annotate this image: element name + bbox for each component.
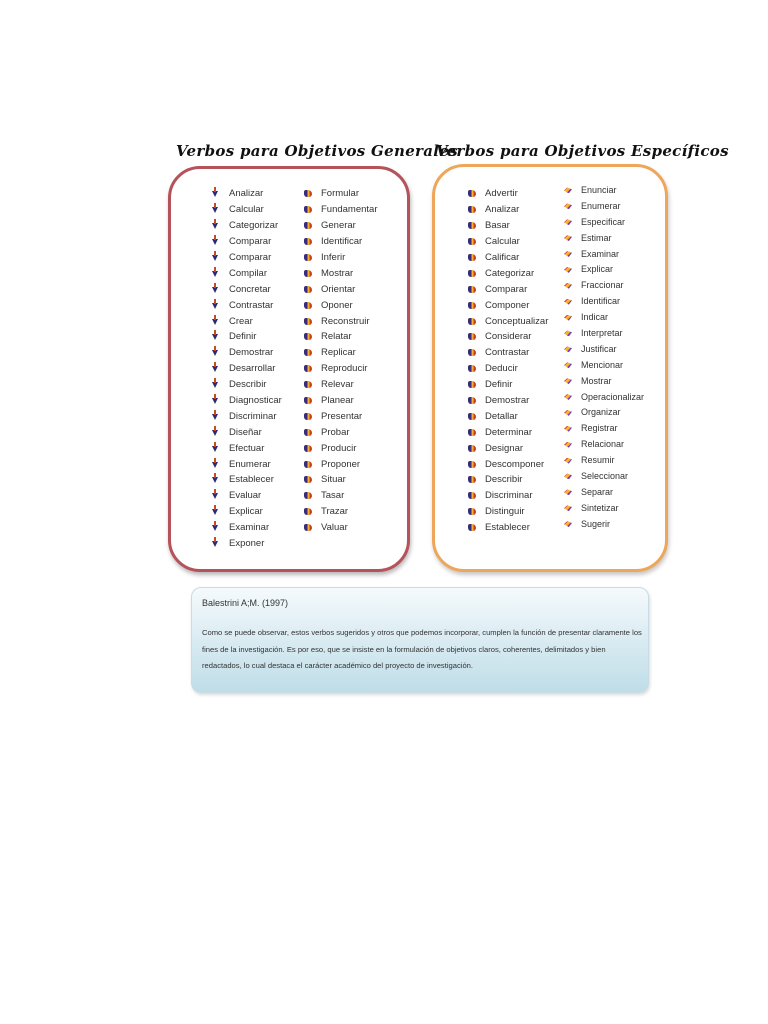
verb-item [304, 329, 378, 345]
verb-label: Distinguir [485, 506, 525, 518]
verb-label: Planear [321, 395, 354, 407]
verb-label: Comparar [485, 283, 528, 295]
verb-item [212, 393, 282, 409]
verb-item [564, 198, 644, 214]
verb-item [212, 329, 282, 345]
down-arrow-icon [212, 539, 220, 548]
verb-label: Inferir [321, 252, 346, 263]
verb-label: Situar [321, 474, 346, 486]
pointing-hand-icon [468, 523, 476, 532]
verb-item [212, 408, 282, 424]
verb-label: Demostrar [485, 395, 530, 407]
pointing-hand-icon [304, 221, 312, 230]
pointing-hand-icon [468, 364, 476, 373]
down-arrow-icon [212, 364, 220, 373]
pointing-hand-icon [468, 444, 476, 453]
star-burst-icon [564, 456, 572, 465]
star-burst-icon [564, 487, 572, 496]
star-burst-icon [564, 201, 572, 210]
verb-item [212, 424, 282, 440]
verb-label: Sugerir [581, 518, 611, 529]
verb-item [564, 389, 644, 405]
star-burst-icon [564, 313, 572, 322]
pointing-hand-icon [468, 380, 476, 389]
verb-label: Evaluar [229, 490, 262, 502]
down-arrow-icon [212, 396, 220, 405]
verb-item [564, 309, 644, 325]
verb-label: Organizar [581, 407, 621, 418]
verb-label: Detallar [485, 410, 518, 422]
verb-label: Tasar [321, 490, 345, 502]
pointing-hand-icon [468, 301, 476, 310]
down-arrow-icon [212, 460, 220, 469]
star-burst-icon [564, 376, 572, 385]
verb-item [564, 214, 644, 230]
pointing-hand-icon [304, 523, 312, 532]
down-arrow-icon [212, 285, 220, 294]
verb-item [468, 504, 548, 520]
verb-item [564, 468, 644, 484]
verb-label: Categorizar [229, 220, 279, 232]
star-burst-icon [564, 281, 572, 290]
star-burst-icon [564, 424, 572, 433]
verb-label: Definir [485, 379, 513, 391]
verb-item [468, 408, 548, 424]
pointing-hand-icon [468, 412, 476, 421]
pointing-hand-icon [468, 285, 476, 294]
verb-label: Producir [321, 442, 357, 454]
verb-item [468, 424, 548, 440]
down-arrow-icon [212, 189, 220, 198]
pointing-hand-icon [304, 380, 312, 389]
verb-label: Enumerar [581, 200, 621, 211]
verb-label: Trazar [321, 506, 349, 518]
verb-item [468, 393, 548, 409]
verb-label: Justificar [581, 343, 617, 354]
verb-label: Efectuar [229, 442, 265, 454]
verb-item [468, 488, 548, 504]
verb-label: Calificar [485, 252, 520, 263]
verb-label: Establecer [485, 522, 530, 534]
verb-label: Demostrar [229, 347, 274, 359]
pointing-hand-icon [468, 396, 476, 405]
pointing-hand-icon [468, 332, 476, 341]
verb-label: Descomponer [485, 458, 545, 470]
verb-item [304, 520, 378, 536]
verb-label: Discriminar [485, 490, 533, 502]
verb-item [468, 281, 548, 297]
specific-verbs-column-1 [468, 186, 548, 536]
down-arrow-icon [212, 205, 220, 214]
verb-item [468, 361, 548, 377]
verb-label: Establecer [229, 474, 274, 486]
verb-item [304, 186, 378, 202]
pointing-hand-icon [304, 412, 312, 421]
star-burst-icon [564, 360, 572, 369]
verb-item [304, 472, 378, 488]
down-arrow-icon [212, 428, 220, 437]
verb-label: Generar [321, 220, 356, 232]
verb-label: Probar [321, 426, 350, 438]
pointing-hand-icon [304, 475, 312, 484]
verb-item [212, 265, 282, 281]
verb-label: Relatar [321, 331, 352, 343]
star-burst-icon [564, 185, 572, 194]
verb-item [304, 202, 378, 218]
verb-item [304, 265, 378, 281]
verb-label: Fraccionar [581, 280, 624, 291]
verb-item [304, 345, 378, 361]
star-burst-icon [564, 328, 572, 337]
verb-item [468, 345, 548, 361]
down-arrow-icon [212, 301, 220, 310]
verb-label: Comparar [229, 252, 272, 263]
verb-item [564, 293, 644, 309]
pointing-hand-icon [304, 460, 312, 469]
verb-label: Examinar [581, 248, 620, 259]
verb-label: Explicar [229, 506, 263, 518]
pointing-hand-icon [304, 269, 312, 278]
verb-label: Relacionar [581, 439, 625, 450]
verb-item [564, 500, 644, 516]
verb-label: Orientar [321, 283, 356, 295]
verb-label: Calcular [485, 236, 520, 248]
verb-label: Examinar [229, 522, 270, 534]
verb-label: Designar [485, 442, 524, 454]
verb-item [468, 218, 548, 234]
verb-label: Basar [485, 220, 510, 232]
verb-item [212, 504, 282, 520]
pointing-hand-icon [304, 396, 312, 405]
verb-item [212, 250, 282, 266]
pointing-hand-icon [468, 507, 476, 516]
verb-label: Describir [229, 379, 267, 391]
verb-item [564, 182, 644, 198]
verb-label: Calcular [229, 204, 264, 216]
verb-item [304, 504, 378, 520]
verb-item [564, 341, 644, 357]
verb-label: Conceptualizar [485, 315, 549, 327]
verb-label: Discriminar [229, 410, 277, 422]
verb-item [304, 361, 378, 377]
verb-label: Crear [229, 315, 253, 327]
verb-item [304, 488, 378, 504]
verb-label: Exponer [229, 538, 265, 550]
verb-item [212, 313, 282, 329]
verb-item [564, 246, 644, 262]
verb-label: Separar [581, 486, 614, 497]
down-arrow-icon [212, 475, 220, 484]
verb-label: Valuar [321, 522, 348, 534]
verb-item [564, 261, 644, 277]
pointing-hand-icon [468, 205, 476, 214]
verb-item [564, 357, 644, 373]
verb-item [564, 420, 644, 436]
verb-item [468, 440, 548, 456]
pointing-hand-icon [304, 444, 312, 453]
verb-item [212, 472, 282, 488]
verb-item [468, 329, 548, 345]
pointing-hand-icon [468, 491, 476, 500]
down-arrow-icon [212, 380, 220, 389]
pointing-hand-icon [304, 428, 312, 437]
verb-label: Formular [321, 188, 360, 200]
down-arrow-icon [212, 444, 220, 453]
pointing-hand-icon [468, 475, 476, 484]
verb-label: Fundamentar [321, 204, 378, 216]
pointing-hand-icon [468, 317, 476, 326]
verb-label: Analizar [229, 188, 264, 200]
verb-item [212, 520, 282, 536]
verb-item [212, 202, 282, 218]
verb-item [468, 377, 548, 393]
verb-item [304, 393, 378, 409]
verb-item [468, 202, 548, 218]
verb-label: Interpretar [581, 327, 623, 338]
verb-item [304, 281, 378, 297]
star-burst-icon [564, 249, 572, 258]
verb-label: Enunciar [581, 184, 617, 195]
verb-item [212, 234, 282, 250]
verb-label: Presentar [321, 410, 363, 422]
verb-item [212, 488, 282, 504]
star-burst-icon [564, 471, 572, 480]
pointing-hand-icon [304, 364, 312, 373]
verb-item [304, 218, 378, 234]
pointing-hand-icon [304, 189, 312, 198]
verb-label: Reconstruir [321, 315, 370, 327]
pointing-hand-icon [304, 253, 312, 262]
star-burst-icon [564, 297, 572, 306]
verb-item [304, 440, 378, 456]
heading-specific-objectives: Verbos para Objetivos Específicos [436, 142, 729, 160]
star-burst-icon [564, 233, 572, 242]
down-arrow-icon [212, 221, 220, 230]
verb-label: Mostrar [321, 267, 354, 279]
pointing-hand-icon [468, 189, 476, 198]
verb-item [304, 424, 378, 440]
pointing-hand-icon [468, 253, 476, 262]
verb-label: Contrastar [229, 299, 274, 311]
heading-general-objectives: Verbos para Objetivos Generales [176, 142, 458, 160]
verb-item [564, 373, 644, 389]
verb-item [212, 186, 282, 202]
verb-item [468, 456, 548, 472]
general-verbs-column-2 [304, 186, 378, 536]
verb-item [212, 281, 282, 297]
star-burst-icon [564, 519, 572, 528]
verb-label: Explicar [581, 264, 614, 275]
verb-label: Analizar [485, 204, 520, 216]
verb-item [468, 250, 548, 266]
verb-label: Seleccionar [581, 470, 629, 481]
verb-label: Resumir [581, 455, 615, 466]
verb-label: Replicar [321, 347, 356, 359]
verb-label: Deducir [485, 363, 518, 375]
pointing-hand-icon [468, 428, 476, 437]
pointing-hand-icon [304, 348, 312, 357]
verb-item [212, 536, 282, 552]
down-arrow-icon [212, 237, 220, 246]
verb-label: Identificar [321, 236, 363, 248]
note-body: Como se puede observar, estos verbos sugeridos y otros que podemos incorporar, cumplen la función de presentar claramente los fines de la investigación. Es por eso, que se insiste en la formulación de objetivos claros, coherentes, delimitados y bien redactados, lo cual destaca el carácter académico del proyecto de investigación. [202, 628, 642, 670]
verb-label: Diseñar [229, 426, 262, 438]
verb-item [564, 325, 644, 341]
verb-item [304, 313, 378, 329]
verb-label: Estimar [581, 232, 612, 243]
verb-item [468, 472, 548, 488]
pointing-hand-icon [304, 237, 312, 246]
verb-item [468, 234, 548, 250]
verb-label: Describir [485, 474, 523, 486]
verb-label: Mostrar [581, 375, 612, 386]
verb-item [212, 377, 282, 393]
verb-item [212, 345, 282, 361]
verb-label: Componer [485, 299, 530, 311]
verb-item [212, 440, 282, 456]
verb-item [564, 436, 644, 452]
star-burst-icon [564, 265, 572, 274]
pointing-hand-icon [304, 285, 312, 294]
verb-item [212, 456, 282, 472]
down-arrow-icon [212, 523, 220, 532]
down-arrow-icon [212, 253, 220, 262]
verb-label: Determinar [485, 426, 532, 438]
verb-label: Especificar [581, 216, 626, 227]
star-burst-icon [564, 408, 572, 417]
verb-item [304, 456, 378, 472]
verb-item [304, 408, 378, 424]
verb-label: Compilar [229, 267, 268, 279]
pointing-hand-icon [304, 507, 312, 516]
pointing-hand-icon [468, 460, 476, 469]
verb-label: Desarrollar [229, 363, 276, 375]
down-arrow-icon [212, 348, 220, 357]
note-citation: Balestrini A;M. (1997) [202, 598, 289, 608]
verb-label: Identificar [581, 296, 621, 307]
star-burst-icon [564, 217, 572, 226]
pointing-hand-icon [304, 491, 312, 500]
verb-item [564, 484, 644, 500]
star-burst-icon [564, 503, 572, 512]
verb-item [304, 234, 378, 250]
star-burst-icon [564, 440, 572, 449]
verb-item [468, 186, 548, 202]
verb-item [212, 218, 282, 234]
verb-item [564, 230, 644, 246]
verb-label: Advertir [485, 188, 518, 200]
verb-label: Relevar [321, 379, 354, 391]
verb-item [304, 250, 378, 266]
down-arrow-icon [212, 269, 220, 278]
down-arrow-icon [212, 507, 220, 516]
verb-label: Concretar [229, 283, 271, 295]
down-arrow-icon [212, 317, 220, 326]
verb-item [564, 516, 644, 532]
verb-label: Reproducir [321, 363, 368, 375]
pointing-hand-icon [468, 348, 476, 357]
general-verbs-column-1 [212, 186, 282, 551]
pointing-hand-icon [304, 332, 312, 341]
verb-item [564, 452, 644, 468]
verb-label: Mencionar [581, 359, 624, 370]
verb-item [468, 313, 548, 329]
pointing-hand-icon [468, 237, 476, 246]
verb-label: Comparar [229, 236, 272, 248]
verb-item [304, 377, 378, 393]
verb-label: Enumerar [229, 458, 271, 470]
star-burst-icon [564, 344, 572, 353]
verb-label: Categorizar [485, 267, 535, 279]
verb-item [564, 404, 644, 420]
verb-item [564, 277, 644, 293]
pointing-hand-icon [304, 317, 312, 326]
verb-label: Proponer [321, 458, 361, 470]
verb-label: Diagnosticar [229, 395, 282, 407]
down-arrow-icon [212, 412, 220, 421]
specific-verbs-column-2 [564, 182, 644, 532]
pointing-hand-icon [468, 221, 476, 230]
verb-label: Registrar [581, 423, 618, 434]
verb-label: Indicar [581, 312, 609, 323]
verb-label: Considerar [485, 331, 532, 343]
pointing-hand-icon [304, 301, 312, 310]
verb-item [304, 297, 378, 313]
verb-label: Contrastar [485, 347, 530, 359]
down-arrow-icon [212, 332, 220, 341]
pointing-hand-icon [468, 269, 476, 278]
star-burst-icon [564, 392, 572, 401]
verb-item [468, 297, 548, 313]
down-arrow-icon [212, 491, 220, 500]
verb-label: Definir [229, 331, 257, 343]
verb-item [468, 520, 548, 536]
verb-item [212, 361, 282, 377]
verb-label: Operacionalizar [581, 391, 645, 402]
verb-item [212, 297, 282, 313]
verb-item [468, 265, 548, 281]
pointing-hand-icon [304, 205, 312, 214]
verb-label: Sintetizar [581, 502, 619, 513]
verb-label: Oponer [321, 299, 353, 311]
